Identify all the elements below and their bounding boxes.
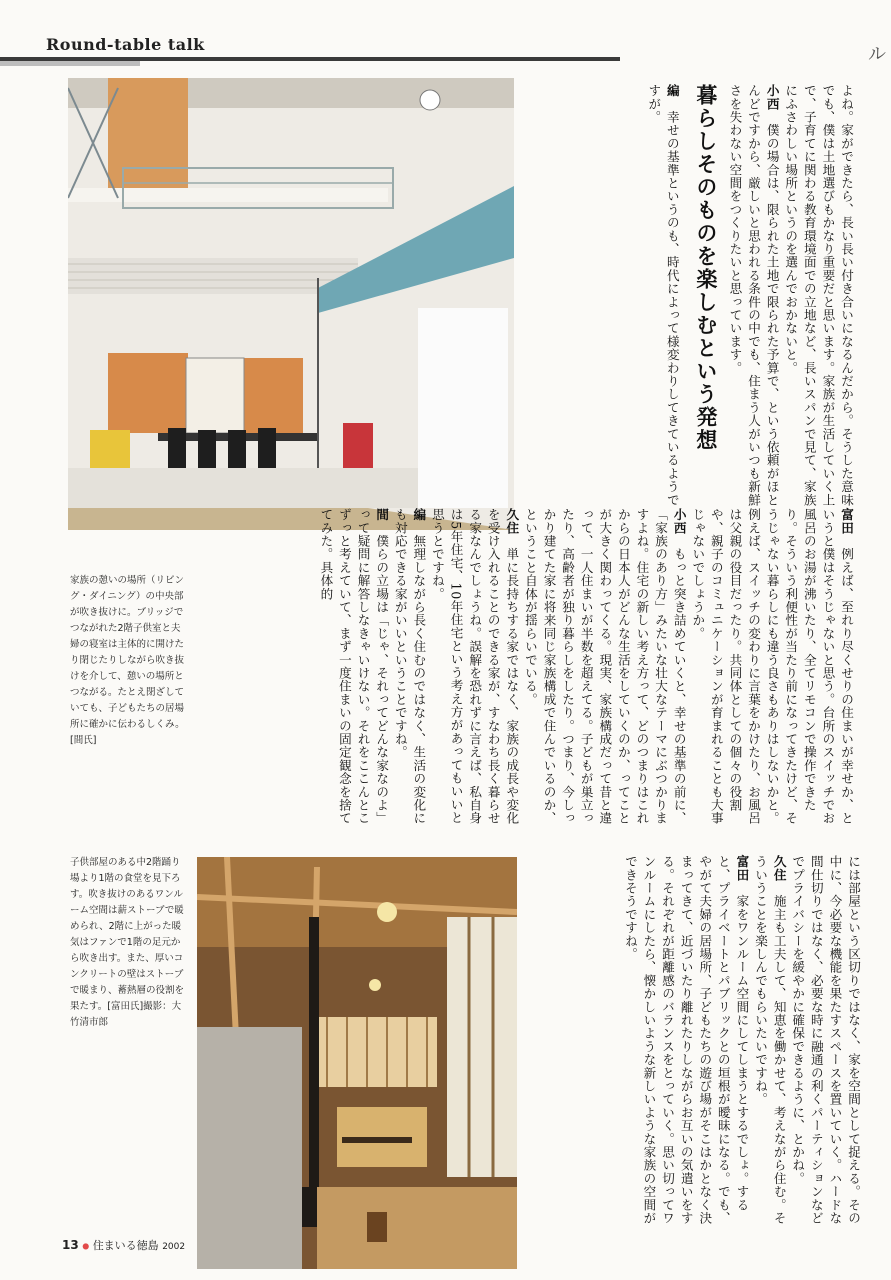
paragraph: 小西 僕の場合は、限られた土地で限られた予算で、という依頼がほとんどですから、厳しいと思われる条件の中でも、住まう人がいつも新鮮さを失わない空間をつくりたいと思っています。 [727, 84, 780, 507]
photo-wooden-interior [197, 857, 517, 1269]
section-heading: 暮らしそのものを楽しむという発想 [693, 84, 718, 452]
paragraph: には部屋という区切りではなく、家を空間として捉える。その中に、今必要な機能を果たすスペースを置いていく。ハードな間仕切りではなく、必要な時に融通の利くパーティションなどでプライバシーを緩やかに確保できるように、とかね。 [790, 855, 861, 1225]
paragraph: 編 幸せの基準というのも、時代によって様変わりしてきているようですが。 [646, 84, 680, 507]
paragraph: よね。家ができたら、長い長い付き合いになるんだから。そうした意味でも、僕は土地選びもかなり重要だと思います。家族が生活していく上で、子育てに関わる教育環境面での立地など、長いスパンで見て、家族にふさわしい場所というのを選んでおかないと。 [783, 84, 854, 507]
section-title: Round-table talk [46, 35, 205, 54]
header-rule [0, 57, 891, 66]
paragraph: 久住 単に長持ちする家ではなく、家族の成長や変化を受け入れることのできる家が、すなわち長く暮らせる家なんでしょうね。誤解を恐れずに言えば、私自身は5年住宅、10年住宅という考え方があってもいいと思うとですね。 [429, 508, 520, 825]
text-column-middle [318, 508, 855, 830]
magazine-title: 住まいる徳島 [92, 1239, 159, 1252]
paragraph: 間 僕らの立場は「じゃ、それってどんな家なのよ」って疑問に解答しなきゃいけない。それをここんとこずっと考えていて、まず一度住まいの固定観念を捨ててみた。具体的 [318, 508, 390, 825]
photo-living-dining [68, 78, 514, 530]
caption-photo-wooden-interior: 子供部屋のある中2階踊り場より1階の食堂を見下ろす。吹き抜けのあるワンルーム空間は薪ストーブで暖められ、2階に上がった暖気はファンで1階の足元から吹き出す。また、厚いコンクリートの壁はストーブで暖まり、蓄熱層の役割を果たす。[富田氏]撮影：大竹清市郎 [70, 857, 185, 1028]
paragraph: 編 無理しながら長く住むのではなく、生活の変化にも対応できる家がいいということですね。 [392, 508, 427, 825]
issue-year: 2002 [162, 1242, 186, 1252]
text-column-upper [497, 84, 855, 508]
paragraph: 小西 もっと突き詰めていくと、幸せの基準の前に、「家族のあり方」みたいな壮大なテーマにぶつかりますよね。住宅の新しい考え方って、どのつまりはこれからの日本人がどんな生活をしていくのか、ってことが大きく関わってくる。現実、家族構成だって昔と違って、一人住まいが半数を超えてる。子どもが巣立ったり、高齢者が独り暮らしをしたり。つまり、今しっかり建てた家に将来同じ家族構成で住んでいるのか、ということ自体が揺らいでいる。 [522, 508, 687, 825]
paragraph: 久住 施主も工夫して、知恵を働かせて、考えながら住む。そういうことを楽しんでもらいたいですね。 [753, 855, 787, 1225]
page-footer [62, 1237, 185, 1253]
caption-photo-living-dining: 家族の憩いの場所（リビング・ダイニング）の中央部が吹き抜けに。ブリッジでつながれた2階子供室と夫婦の寝室は主体的に開けたり閉じたりしながら吹き抜けを介して、憩いの場所とつながる。たとえ閉ざしていても、子どもたちの居場所に確かに伝わるしくみ。[間氏] [70, 575, 185, 746]
bullet-icon: ● [82, 1241, 90, 1251]
paragraph: 富田 例えば、至れり尽くせりの住まいが幸せか、というと僕はそうじゃないと思う。台所のスイッチでお風呂のお湯が沸いたり、全てリモコンで操作できたり。そういう利便性が当たり前になってきたけど、そうじゃない暮らしにも違う良さもありはしないかと。例えば、スイッチの変わりに言葉をかけたり、お風呂は父親の役目だったり。共同体としての個々の役割や、親子のコミュニケーションが育まれることも大事じゃないでしょうか。 [690, 508, 854, 825]
page-number: 13 [62, 1238, 79, 1252]
text-column-lower [530, 855, 862, 1235]
corner-mark: ル [868, 44, 886, 65]
paragraph: 富田 家をワンルーム空間にしてしまうとするでしょ。すると、プライベートとパブリックとの垣根が曖昧になる。でも、やがて夫婦の居場所、子どもたちの遊び場がそこはかとなく決まってきて、近づいたり離れたりしながらお互いの気遣いをする。それぞれが距離感のバランスをとっていく。思い切ってワンルームにしたら、懐かしいような新しいような家族の空間ができそうですね。 [622, 855, 750, 1225]
